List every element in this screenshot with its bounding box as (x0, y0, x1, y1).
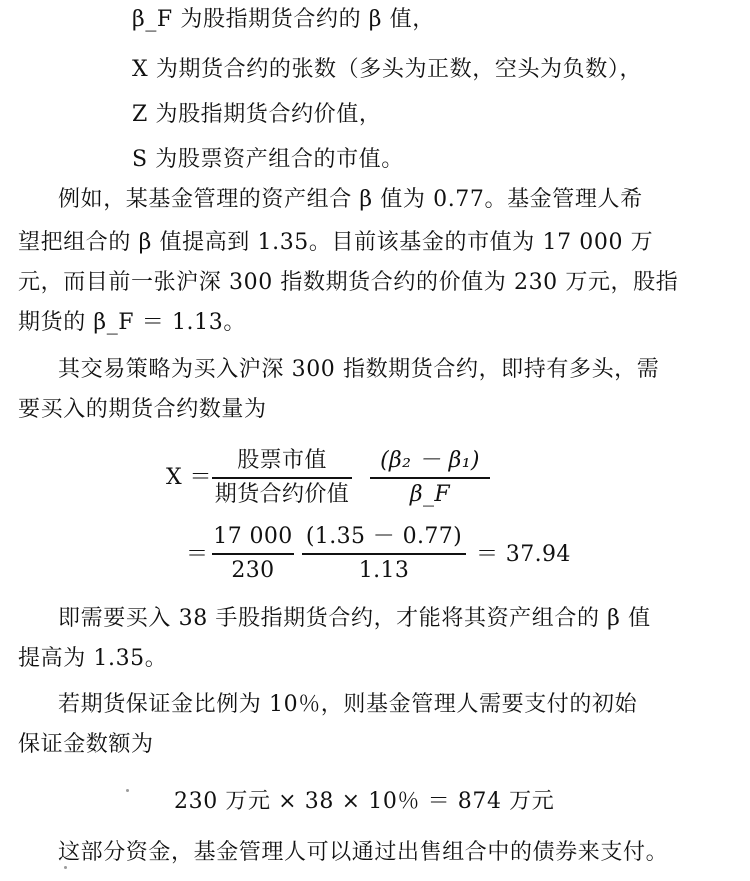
strategy-line-2: 要买入的期货合约数量为 (18, 397, 267, 422)
definition-beta-f: β_F 为股指期货合约的 β 值， (132, 7, 435, 32)
formula-fraction-4 (302, 522, 466, 586)
formula-x-label: X ＝ (166, 465, 212, 490)
fraction-bar (302, 553, 466, 555)
margin-line-1: 若期货保证金比例为 10％，则基金管理人需要支付的初始 (58, 692, 638, 717)
scan-speck (64, 866, 67, 869)
formula-fraction-1 (212, 446, 352, 510)
conclusion-line-2: 提高为 1.35。 (18, 646, 168, 671)
fraction-bar (212, 477, 352, 479)
definition-z: Z 为股指期货合约价值， (132, 102, 382, 127)
formula-fraction-2-numerator: (β₂ － β₁) (380, 448, 480, 473)
definition-s: S 为股票资产组合的市值。 (132, 147, 404, 172)
formula-fraction-1-denominator: 期货合约价值 (214, 482, 350, 507)
margin-line-2: 保证金数额为 (18, 732, 154, 757)
formula-fraction-3-numerator: 17 000 (213, 524, 293, 549)
fraction-bar (370, 477, 490, 479)
formula-fraction-4-denominator: 1.13 (358, 558, 410, 583)
conclusion-line-1: 即需要买入 38 手股指期货合约，才能将其资产组合的 β 值 (58, 606, 651, 631)
formula-result: ＝ 37.94 (476, 542, 571, 567)
example-line-3: 元，而目前一张沪深 300 指数期货合约的价值为 230 万元，股指 (18, 270, 679, 295)
example-line-1: 例如，某基金管理的资产组合 β 值为 0.77。基金管理人希 (58, 187, 643, 212)
fraction-bar (212, 553, 294, 555)
strategy-line-1: 其交易策略为买入沪深 300 指数期货合约，即持有多头，需 (58, 357, 660, 382)
example-line-2: 望把组合的 β 值提高到 1.35。目前该基金的市值为 17 000 万 (18, 230, 654, 255)
scan-speck (126, 789, 129, 792)
example-line-4: 期货的 β_F ＝ 1.13。 (18, 310, 246, 335)
formula-fraction-3-denominator: 230 (231, 558, 275, 583)
margin-formula: 230 万元 × 38 × 10％ ＝ 874 万元 (174, 789, 555, 814)
formula-fraction-2-denominator: β_F (409, 482, 451, 507)
closing-line: 这部分资金，基金管理人可以通过出售组合中的债券来支付。 (58, 840, 669, 865)
formula-fraction-1-numerator: 股票市值 (237, 448, 327, 473)
definition-x: X 为期货合约的张数（多头为正数，空头为负数）， (132, 57, 643, 82)
formula-equals: ＝ (186, 542, 209, 567)
formula-fraction-3 (212, 522, 294, 586)
formula-fraction-4-numerator: (1.35 － 0.77) (305, 524, 463, 549)
formula-fraction-2 (370, 446, 490, 510)
